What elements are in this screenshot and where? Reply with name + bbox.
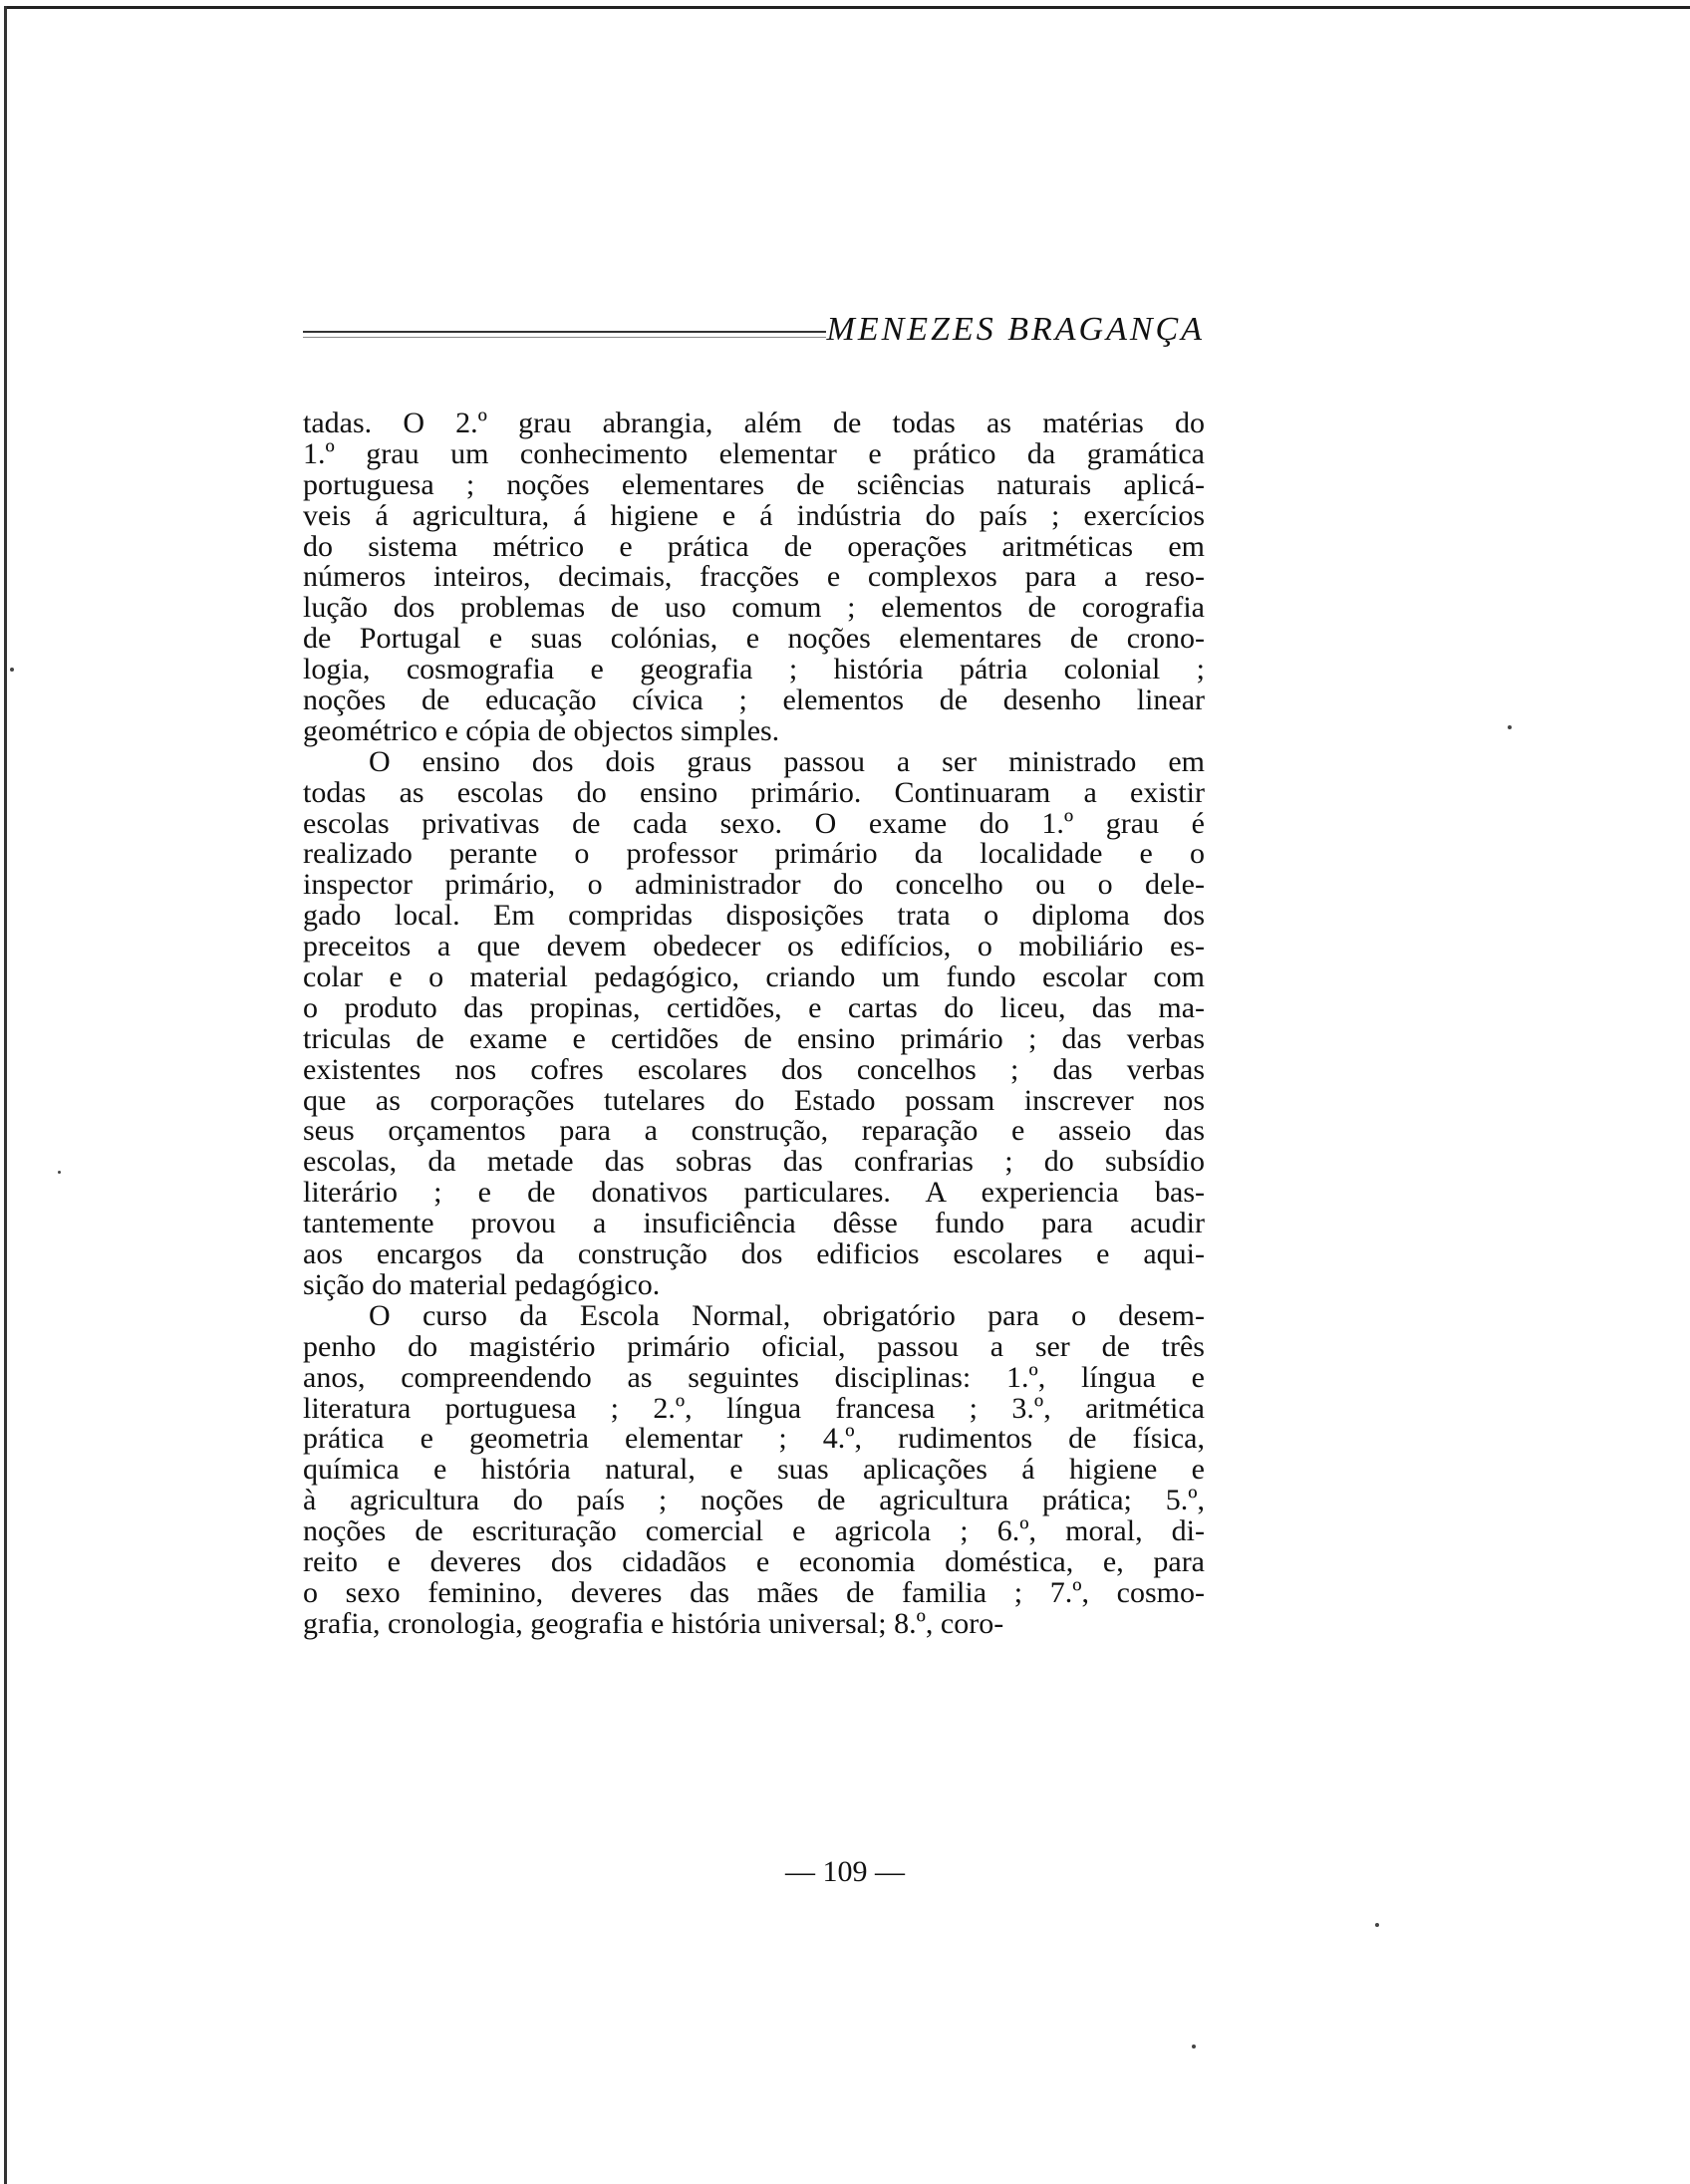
text-line: gado local. Em compridas disposições trata o diploma dos [303,899,1205,933]
text-line: noções de escrituração comercial e agricola ; 6.º, moral, di- [303,1514,1205,1548]
text-line: química e história natural, e suas aplicações á higiene e [303,1453,1205,1487]
header-rule-thin [303,337,826,338]
text-line: à agricultura do país ; noções de agricultura prática; 5.º, [303,1484,1205,1517]
text-line: de Portugal e suas colónias, e noções elementares de crono- [303,622,1205,656]
text-line: literário ; e de donativos particulares. A experiencia bas- [303,1176,1205,1210]
paragraph [303,409,1205,747]
body-text [303,409,1205,1640]
header-rule [303,331,826,333]
text-line: colar e o material pedagógico, criando um fundo escolar com [303,960,1205,994]
running-title: MENEZES BRAGANÇA [826,311,1205,348]
scan-speck [10,668,14,672]
text-line: noções de educação cívica ; elementos de desenho linear [303,683,1205,717]
running-header [303,311,1205,355]
text-line: do sistema métrico e prática de operações aritméticas em [303,529,1205,563]
text-line: o produto das propinas, certidões, e cartas do liceu, das ma- [303,990,1205,1024]
text-line: que as corporações tutelares do Estado possam inscrever nos [303,1083,1205,1117]
text-line: escolas privativas de cada sexo. O exame do 1.º grau é [303,806,1205,840]
paragraph [303,1298,1205,1640]
text-line: O curso da Escola Normal, obrigatório para o desem- [369,1298,1205,1332]
text-line: tadas. O 2.º grau abrangia, além de todas as matérias do [303,407,1205,439]
scan-speck [1375,1923,1379,1927]
text-line: escolas, da metade das sobras das confrarias ; do subsídio [303,1145,1205,1179]
text-line: veis á agricultura, á higiene e á indústria do país ; exercícios [303,498,1205,532]
text-line: portuguesa ; noções elementares de sciências naturais aplicá- [303,467,1205,501]
scan-speck [1192,2045,1196,2048]
text-line: anos, compreendendo as seguintes disciplinas: 1.º, língua e [303,1360,1205,1394]
text-line: geométrico e cópia de objectos simples. [303,713,780,747]
text-line: realizado perante o professor primário da localidade e o [303,837,1205,871]
text-line: preceitos a que devem obedecer os edifícios, o mobiliário es- [303,930,1205,963]
scan-border-top [4,6,1690,9]
text-line: o sexo feminino, deveres das mães de familia ; 7.º, cosmo- [303,1575,1205,1609]
text-line: grafia, cronologia, geografia e história universal; 8.º, coro- [303,1606,1004,1640]
text-line: todas as escolas do ensino primário. Continuaram a existir [303,775,1205,809]
text-line: lução dos problemas de uso comum ; elementos de corografia [303,591,1205,625]
text-line: O ensino dos dois graus passou a ser ministrado em [369,744,1205,778]
text-line: 1.º grau um conhecimento elementar e prático da gramática [303,436,1205,470]
text-line: tantemente provou a insuficiência dêsse fundo para acudir [303,1207,1205,1240]
text-line: prática e geometria elementar ; 4.º, rudimentos de física, [303,1422,1205,1456]
text-line: reito e deveres dos cidadãos e economia doméstica, e, para [303,1544,1205,1578]
text-line: seus orçamentos para a construção, reparação e asseio das [303,1114,1205,1148]
text-line: números inteiros, decimais, fracções e complexos para a reso- [303,560,1205,594]
text-line: literatura portuguesa ; 2.º, língua francesa ; 3.º, aritmética [303,1391,1205,1425]
paragraph [303,744,1205,1301]
text-line: penho do magistério primário oficial, passou a ser de três [303,1329,1205,1363]
text-line: sição do material pedagógico. [303,1267,661,1301]
scan-speck [1508,725,1512,729]
text-line: triculas de exame e certidões de ensino primário ; das verbas [303,1021,1205,1055]
text-line: aos encargos da construção dos edificios escolares e aqui- [303,1237,1205,1271]
scan-speck [58,1171,61,1174]
page-number: — 109 — [785,1855,905,1888]
text-line: logia, cosmografia e geografia ; história pátria colonial ; [303,653,1205,686]
text-line: inspector primário, o administrador do concelho ou o dele- [303,868,1205,902]
text-line: existentes nos cofres escolares dos concelhos ; das verbas [303,1052,1205,1086]
